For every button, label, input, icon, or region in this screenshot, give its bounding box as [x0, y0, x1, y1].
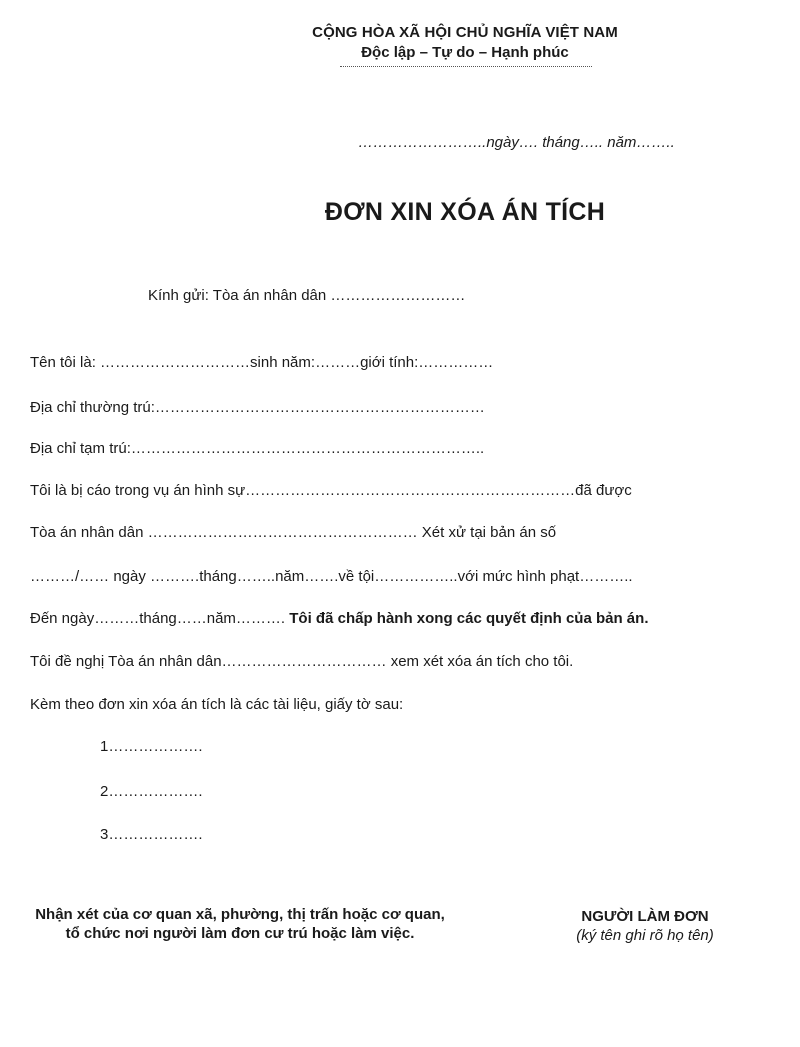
attachment-item-1: 1……………….	[100, 738, 203, 755]
completion-date: Đến ngày………tháng……năm……….	[30, 610, 290, 627]
temporary-address-line: Địa chỉ tạm trú:……………………………………………………………..	[30, 440, 485, 457]
name-field-line: Tên tôi là: …………………………sinh năm:………giới tính:……………	[30, 354, 494, 371]
completion-statement: Tôi đã chấp hành xong các quyết định của bản án.	[289, 610, 649, 627]
header-divider	[340, 66, 592, 67]
recipient-line: Kính gửi: Tòa án nhân dân ………………………	[148, 287, 466, 304]
court-judgment-line: Tòa án nhân dân ……………………………………………… Xét xử tại bản án số	[30, 524, 557, 541]
criminal-case-line: Tôi là bị cáo trong vụ án hình sự…………………………………………………………đã được	[30, 482, 632, 499]
document-title: ĐƠN XIN XÓA ÁN TÍCH	[324, 198, 606, 226]
date-line: ……………………..ngày…. tháng….. năm……..	[358, 134, 675, 151]
applicant-title: NGƯỜI LÀM ĐƠN	[581, 908, 709, 925]
applicant-signature-note: (ký tên ghi rõ họ tên)	[576, 927, 714, 944]
national-header: CỘNG HÒA XÃ HỘI CHỦ NGHĨA VIỆT NAM	[312, 24, 618, 41]
permanent-address-line: Địa chỉ thường trú:…………………………………………………………	[30, 399, 485, 416]
local-authority-comment: Nhận xét của cơ quan xã, phường, thị trấn hoặc cơ quan, tổ chức nơi người làm đơn cư trú hoặc làm việc.	[35, 906, 445, 942]
attachment-item-2: 2……………….	[100, 783, 203, 800]
judgment-details-line: ………/…… ngày ……….tháng……..năm…….về tội……………..với mức hình phạt………..	[30, 568, 633, 585]
national-motto: Độc lập – Tự do – Hạnh phúc	[361, 44, 569, 61]
attachment-item-3: 3……………….	[100, 826, 203, 843]
sentence-completion-line	[30, 610, 648, 627]
applicant-signature-block	[520, 907, 770, 945]
attachments-intro: Kèm theo đơn xin xóa án tích là các tài liệu, giấy tờ sau:	[30, 696, 404, 713]
request-line: Tôi đề nghị Tòa án nhân dân…………………………… xem xét xóa án tích cho tôi.	[30, 653, 574, 670]
